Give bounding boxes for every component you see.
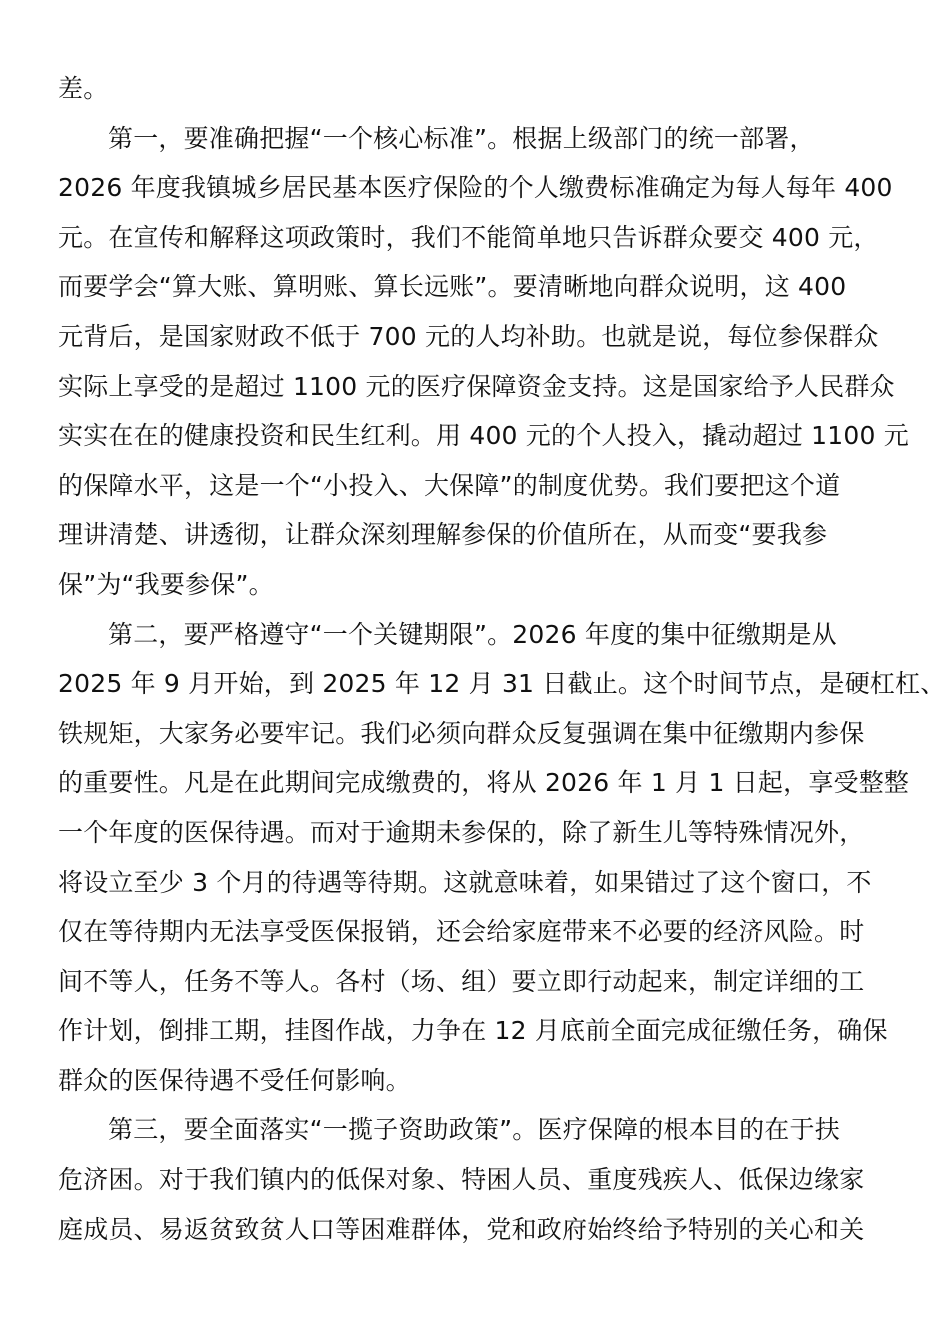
text-line: 作计划，倒排工期，挂图作战，力争在 12 月底前全面完成征缴任务，确保 — [58, 1016, 888, 1046]
text-line: 群众的医保待遇不受任何影响。 — [58, 1065, 411, 1095]
text-line: 而要学会“算大账、算明账、算长远账”。要清晰地向群众说明，这 400 — [58, 272, 847, 302]
text-line: 理讲清楚、讲透彻，让群众深刻理解参保的价值所在，从而变“要我参 — [58, 520, 828, 550]
document-body — [58, 64, 946, 1254]
paragraph-first-line: 第二，要严格遵守“一个关键期限”。2026 年度的集中征缴期是从 — [108, 619, 837, 649]
text-line: 庭成员、易返贫致贫人口等困难群体，党和政府始终给予特别的关心和关 — [58, 1214, 865, 1244]
text-line: 的重要性。凡是在此期间完成缴费的，将从 2026 年 1 月 1 日起，享受整整 — [58, 768, 910, 798]
text-line: 将设立至少 3 个月的待遇等待期。这就意味着，如果错过了这个窗口，不 — [58, 867, 872, 897]
text-line: 元。在宣传和解释这项政策时，我们不能简单地只告诉群众要交 400 元， — [58, 222, 879, 252]
text-line: 铁规矩，大家务必要牢记。我们必须向群众反复强调在集中征缴期内参保 — [58, 718, 865, 748]
paragraph-first-line: 第三，要全面落实“一揽子资助政策”。医疗保障的根本目的在于扶 — [108, 1115, 840, 1145]
text-line: 差。 — [58, 74, 109, 103]
text-line: 2025 年 9 月开始，到 2025 年 12 月 31 日截止。这个时间节点，是硬杠杠、 — [58, 669, 946, 699]
text-line: 间不等人，任务不等人。各村（场、组）要立即行动起来，制定详细的工 — [58, 966, 865, 996]
text-line: 仅在等待期内无法享受医保报销，还会给家庭带来不必要的经济风险。时 — [58, 917, 865, 947]
text-line: 的保障水平，这是一个“小投入、大保障”的制度优势。我们要把这个道 — [58, 470, 841, 500]
text-line: 实实在在的健康投资和民生红利。用 400 元的个人投入，撬动超过 1100 元 — [58, 421, 909, 451]
text-line: 元背后，是国家财政不低于 700 元的人均补助。也就是说，每位参保群众 — [58, 321, 879, 351]
text-line: 保”为“我要参保”。 — [58, 569, 274, 599]
paragraph-first-line: 第一，要准确把握“一个核心标准”。根据上级部门的统一部署， — [108, 123, 815, 153]
text-line: 2026 年度我镇城乡居民基本医疗保险的个人缴费标准确定为每人每年 400 — [58, 173, 893, 203]
text-line: 一个年度的医保待遇。而对于逾期未参保的，除了新生儿等特殊情况外， — [58, 817, 865, 847]
text-line: 实际上享受的是超过 1100 元的医疗保障资金支持。这是国家给予人民群众 — [58, 371, 895, 401]
text-line: 危济困。对于我们镇内的低保对象、特困人员、重度残疾人、低保边缘家 — [58, 1165, 865, 1195]
